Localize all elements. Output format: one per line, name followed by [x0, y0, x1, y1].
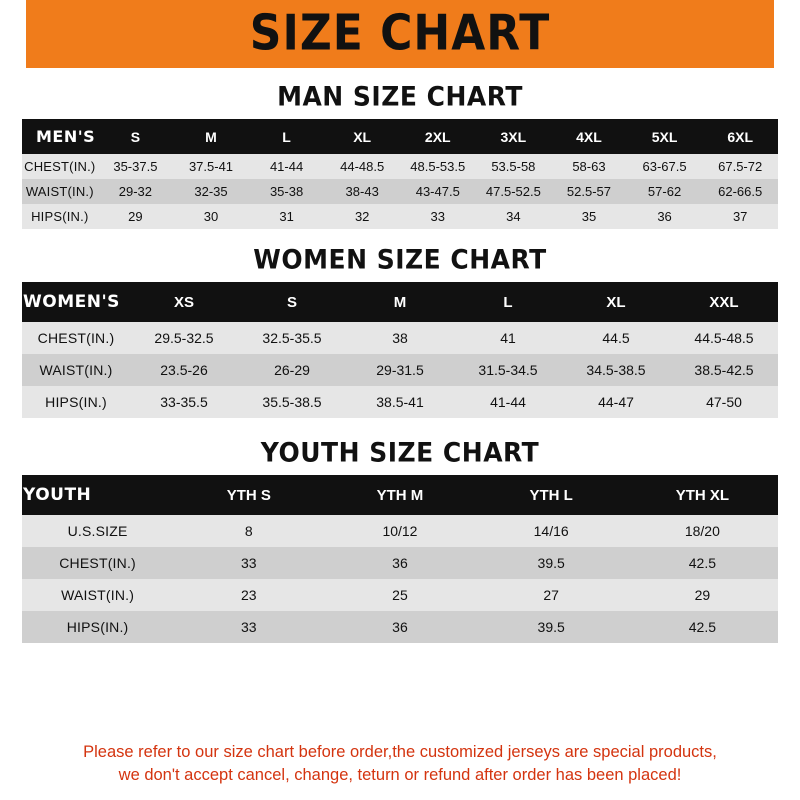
man-header-cell: 2XL [400, 119, 476, 154]
row-label: U.S.SIZE [22, 515, 173, 547]
table-cell: 35.5-38.5 [238, 386, 346, 418]
women-header-cell: WOMEN'S [22, 282, 130, 322]
man-header-cell: 3XL [476, 119, 552, 154]
table-cell: 42.5 [627, 547, 778, 579]
row-label: WAIST(IN.) [22, 579, 173, 611]
table-cell: 33 [173, 547, 324, 579]
table-cell: 53.5-58 [476, 154, 552, 179]
table-cell: 32 [324, 204, 400, 229]
table-cell: 8 [173, 515, 324, 547]
table-cell: 23.5-26 [130, 354, 238, 386]
man-table-head [22, 119, 778, 154]
table-cell: 39.5 [476, 611, 627, 643]
women-header-cell: XS [130, 282, 238, 322]
table-cell: 43-47.5 [400, 179, 476, 204]
table-header-row [22, 475, 778, 515]
women-header-cell: L [454, 282, 562, 322]
table-cell: 67.5-72 [702, 154, 778, 179]
table-cell: 25 [324, 579, 475, 611]
youth-header-cell: YTH S [173, 475, 324, 515]
youth-table-body [22, 515, 778, 643]
table-cell: 30 [173, 204, 249, 229]
table-cell: 41-44 [454, 386, 562, 418]
table-cell: 62-66.5 [702, 179, 778, 204]
youth-header-cell: YTH L [476, 475, 627, 515]
table-header-row [22, 119, 778, 154]
youth-header-cell: YOUTH [22, 475, 173, 515]
table-cell: 34 [476, 204, 552, 229]
table-cell: 14/16 [476, 515, 627, 547]
row-label: CHEST(IN.) [22, 322, 130, 354]
table-cell: 31.5-34.5 [454, 354, 562, 386]
page-title: SIZE CHART [249, 4, 551, 62]
table-cell: 29-32 [98, 179, 174, 204]
chart-content [0, 68, 800, 800]
man-header-cell: MEN'S [22, 119, 98, 154]
man-size-table [22, 119, 778, 229]
table-row [22, 204, 778, 229]
women-size-table [22, 282, 778, 418]
table-cell: 38.5-41 [346, 386, 454, 418]
youth-table-head [22, 475, 778, 515]
table-cell: 35 [551, 204, 627, 229]
table-cell: 44.5 [562, 322, 670, 354]
table-row [22, 579, 778, 611]
youth-section-title: YOUTH SIZE CHART [260, 436, 540, 469]
table-cell: 33 [173, 611, 324, 643]
footer-line-1: Please refer to our size chart before order,the customized jerseys are special products, [83, 743, 717, 762]
table-row [22, 179, 778, 204]
table-cell: 31 [249, 204, 325, 229]
table-cell: 29-31.5 [346, 354, 454, 386]
table-row [22, 547, 778, 579]
row-label: WAIST(IN.) [22, 179, 98, 204]
row-label: HIPS(IN.) [22, 204, 98, 229]
man-header-cell: L [249, 119, 325, 154]
table-cell: 37.5-41 [173, 154, 249, 179]
women-header-cell: S [238, 282, 346, 322]
table-cell: 44-48.5 [324, 154, 400, 179]
row-label: WAIST(IN.) [22, 354, 130, 386]
man-table-body [22, 154, 778, 229]
table-cell: 41-44 [249, 154, 325, 179]
table-header-row [22, 282, 778, 322]
table-cell: 47-50 [670, 386, 778, 418]
youth-header-cell: YTH M [324, 475, 475, 515]
women-section-title: WOMEN SIZE CHART [253, 243, 547, 276]
table-cell: 58-63 [551, 154, 627, 179]
row-label: CHEST(IN.) [22, 547, 173, 579]
women-header-cell: M [346, 282, 454, 322]
table-cell: 32-35 [173, 179, 249, 204]
table-cell: 63-67.5 [627, 154, 703, 179]
man-header-cell: XL [324, 119, 400, 154]
man-header-cell: 6XL [702, 119, 778, 154]
man-section-title: MAN SIZE CHART [277, 80, 523, 113]
table-cell: 38.5-42.5 [670, 354, 778, 386]
table-cell: 10/12 [324, 515, 475, 547]
women-table-head [22, 282, 778, 322]
table-cell: 44-47 [562, 386, 670, 418]
women-table-body [22, 322, 778, 418]
table-row [22, 386, 778, 418]
table-cell: 48.5-53.5 [400, 154, 476, 179]
table-cell: 27 [476, 579, 627, 611]
man-header-cell: M [173, 119, 249, 154]
table-row [22, 154, 778, 179]
table-cell: 52.5-57 [551, 179, 627, 204]
table-cell: 36 [324, 611, 475, 643]
table-cell: 41 [454, 322, 562, 354]
table-cell: 29.5-32.5 [130, 322, 238, 354]
women-header-cell: XXL [670, 282, 778, 322]
table-cell: 32.5-35.5 [238, 322, 346, 354]
table-cell: 29 [627, 579, 778, 611]
table-row [22, 354, 778, 386]
table-cell: 29 [98, 204, 174, 229]
youth-size-table [22, 475, 778, 643]
table-cell: 34.5-38.5 [562, 354, 670, 386]
man-header-cell: 5XL [627, 119, 703, 154]
table-cell: 26-29 [238, 354, 346, 386]
table-cell: 33-35.5 [130, 386, 238, 418]
table-row [22, 322, 778, 354]
table-cell: 36 [324, 547, 475, 579]
table-cell: 39.5 [476, 547, 627, 579]
table-cell: 23 [173, 579, 324, 611]
table-cell: 38-43 [324, 179, 400, 204]
footer-disclaimer [22, 731, 778, 800]
table-cell: 44.5-48.5 [670, 322, 778, 354]
youth-header-cell: YTH XL [627, 475, 778, 515]
table-cell: 33 [400, 204, 476, 229]
table-row [22, 611, 778, 643]
footer-line-2: we don't accept cancel, change, teturn or refund after order has been placed! [118, 765, 682, 784]
table-cell: 37 [702, 204, 778, 229]
banner-stripe-left [0, 0, 26, 68]
women-header-cell: XL [562, 282, 670, 322]
table-row [22, 515, 778, 547]
table-cell: 57-62 [627, 179, 703, 204]
table-cell: 35-38 [249, 179, 325, 204]
man-header-cell: 4XL [551, 119, 627, 154]
row-label: HIPS(IN.) [22, 611, 173, 643]
table-cell: 35-37.5 [98, 154, 174, 179]
man-header-cell: S [98, 119, 174, 154]
banner-stripe-right [774, 0, 800, 68]
table-cell: 18/20 [627, 515, 778, 547]
row-label: CHEST(IN.) [22, 154, 98, 179]
table-cell: 36 [627, 204, 703, 229]
table-cell: 42.5 [627, 611, 778, 643]
table-cell: 38 [346, 322, 454, 354]
row-label: HIPS(IN.) [22, 386, 130, 418]
table-cell: 47.5-52.5 [476, 179, 552, 204]
header-banner [0, 0, 800, 68]
